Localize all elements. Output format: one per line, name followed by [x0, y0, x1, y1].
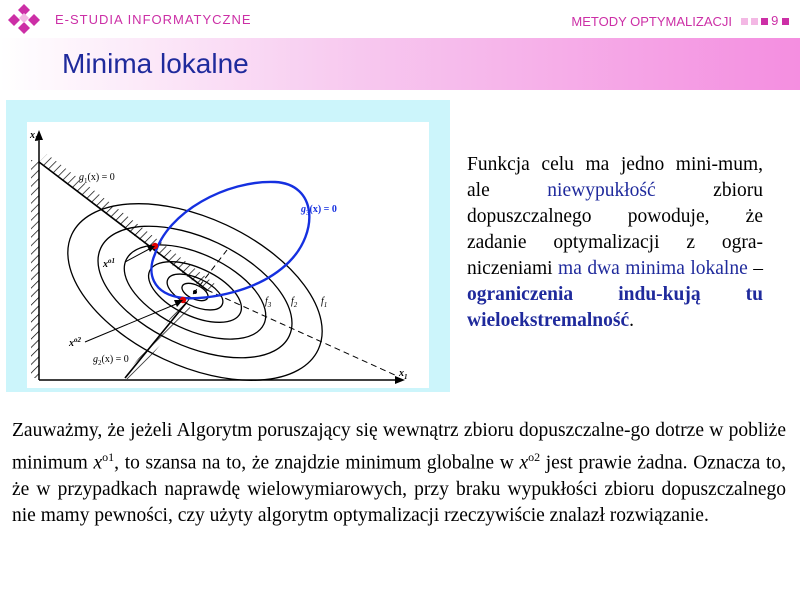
- header-course: METODY OPTYMALIZACJI: [571, 14, 732, 29]
- f2-label: $f_2$: [291, 296, 298, 309]
- page-square-icon: [782, 18, 789, 25]
- local-minima-diagram: [27, 122, 429, 388]
- g1-label: $g_1(x) = 0$: [79, 172, 115, 185]
- unconstrained-minimum-point: [193, 290, 197, 294]
- page-square-icon: [751, 18, 758, 25]
- hatch-g1-boundary: [39, 154, 215, 292]
- x1-axis-label: $x_1$: [399, 368, 408, 381]
- page-title: Minima lokalne: [62, 48, 249, 79]
- g3-label: $g_3(x) = 0$: [301, 204, 337, 217]
- side-text-part: .: [629, 310, 634, 331]
- side-text-part: Funkcja celu ma jedno mini-mum, ale: [467, 154, 763, 201]
- xo1-label: $x^{o1}$: [103, 257, 115, 270]
- hatch-left-boundary: [31, 160, 39, 378]
- side-description: [467, 152, 763, 334]
- page-square-icon: [761, 18, 768, 25]
- g2-label: $g_2(x) = 0$: [93, 354, 129, 367]
- xo2-label: $x^{o2}$: [69, 336, 81, 349]
- body-paragraph: [12, 418, 786, 529]
- side-text-part: –: [747, 258, 763, 279]
- side-text-part: zbioru dopuszczalnego powoduje, że zadanie optymalizacji z ogra-niczeniami: [467, 180, 763, 279]
- side-text-highlight: niewypukłość: [547, 180, 656, 201]
- body-math-superscript: o1: [102, 450, 115, 464]
- body-text-part: Zauważmy, że jeżeli Algorytm poruszający się wewnątrz zbioru dopuszczalne-go dotrze w pobliże minimum: [12, 420, 786, 474]
- body-math-symbol: x: [519, 452, 529, 474]
- logo-icon: [4, 2, 44, 36]
- page-number: 9: [771, 13, 779, 28]
- f3-label: $f_3$: [265, 296, 272, 309]
- side-text-bold: ograniczenia indu-kują tu wieloekstremalność: [467, 284, 763, 331]
- page-square-icon: [741, 18, 748, 25]
- header-brand: E-STUDIA INFORMATYCZNE: [55, 12, 252, 27]
- side-text-highlight: ma dwa minima lokalne: [558, 258, 748, 279]
- g1-dashed-extension: [207, 290, 397, 376]
- body-math-superscript: o2: [528, 450, 541, 464]
- x2-axis-label: $x_2$: [30, 130, 39, 143]
- g1-line: [39, 162, 207, 290]
- header-page-indicator: [741, 13, 792, 28]
- body-text-part: jest prawie żadna. Oznacza to, że w przypadkach naprawdę wielowymiarowych, przy braku wypukłości zbioru dopuszczalnego nie mamy pewności, czy użyty algorytm optymalizacji rzeczywiście znalazł rozwiązanie.: [12, 452, 786, 526]
- g3-curve: [151, 182, 309, 298]
- body-text-part: , to szansa na to, że znajdzie minimum globalne w: [114, 452, 520, 474]
- f1-label: $f_1$: [321, 296, 328, 309]
- body-math-symbol: x: [93, 452, 103, 474]
